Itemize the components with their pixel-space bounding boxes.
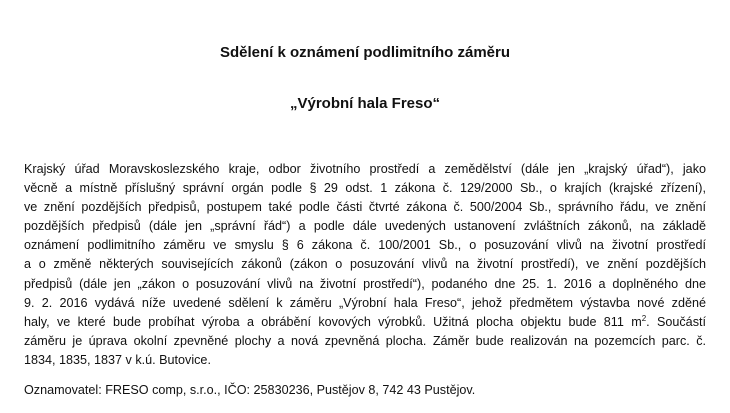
notifier-line: Oznamovatel: FRESO comp, s.r.o., IČO: 25830236, Pustějov 8, 742 43 Pustějov.: [24, 383, 476, 397]
body-paragraph: [24, 160, 706, 370]
body-line-9: [24, 313, 706, 332]
body-line-5: oznámení podlimitního záměru ve smyslu § 6 zákona č. 100/2001 Sb., o posuzování vlivů na životní prostředí: [24, 238, 706, 253]
body-line-4: pozdějších předpisů (dále jen „správní řád“) a podle dále uvedených ustanovení zvláštních zákonů, na základě: [24, 219, 706, 234]
body-line-8: 9. 2. 2016 vydává níže uvedené sdělení k záměru „Výrobní hala Freso“, jehož předmětem výstavba nové zděné: [24, 295, 706, 310]
body-line-11: 1834, 1835, 1837 v k.ú. Butovice.: [24, 352, 211, 367]
area-unit-superscript: 2: [641, 313, 647, 323]
document-title: Sdělení k oznámení podlimitního záměru: [219, 44, 511, 61]
document-subtitle: „Výrobní hala Freso“: [289, 95, 441, 112]
body-line-7: předpisů (dále jen „zákon o posuzování vlivů na životní prostředí“), podaného dne 25. 1. 2016 a doplněného dne: [24, 276, 706, 291]
body-line-9-text: haly, ve které bude probíhat výroba a obrábění kovových výrobků. Užitná plocha objektu bude 811 m: [24, 314, 642, 329]
body-line-10: záměru je úprava okolní zpevněné plochy a nová zpevněná plocha. Záměr bude realizován na pozemcích parc. č.: [24, 333, 706, 348]
body-line-2: věcně a místně příslušný správní orgán podle § 29 odst. 1 zákona č. 129/2000 Sb., o krajích (krajské zřízení),: [24, 181, 706, 196]
body-line-3: ve znění pozdějších předpisů, postupem také podle části čtvrté zákona č. 500/2004 Sb., správního řádu, ve znění: [24, 200, 706, 215]
body-line-9-end: . Součástí: [646, 314, 706, 329]
body-line-6: a o změně některých souvisejících zákonů (zákon o posuzování vlivů na životní prostředí), ve znění pozdějších: [24, 257, 706, 272]
body-line-1: Krajský úřad Moravskoslezského kraje, odbor životního prostředí a zemědělství (dále jen „krajský úřad“), jako: [24, 162, 706, 176]
